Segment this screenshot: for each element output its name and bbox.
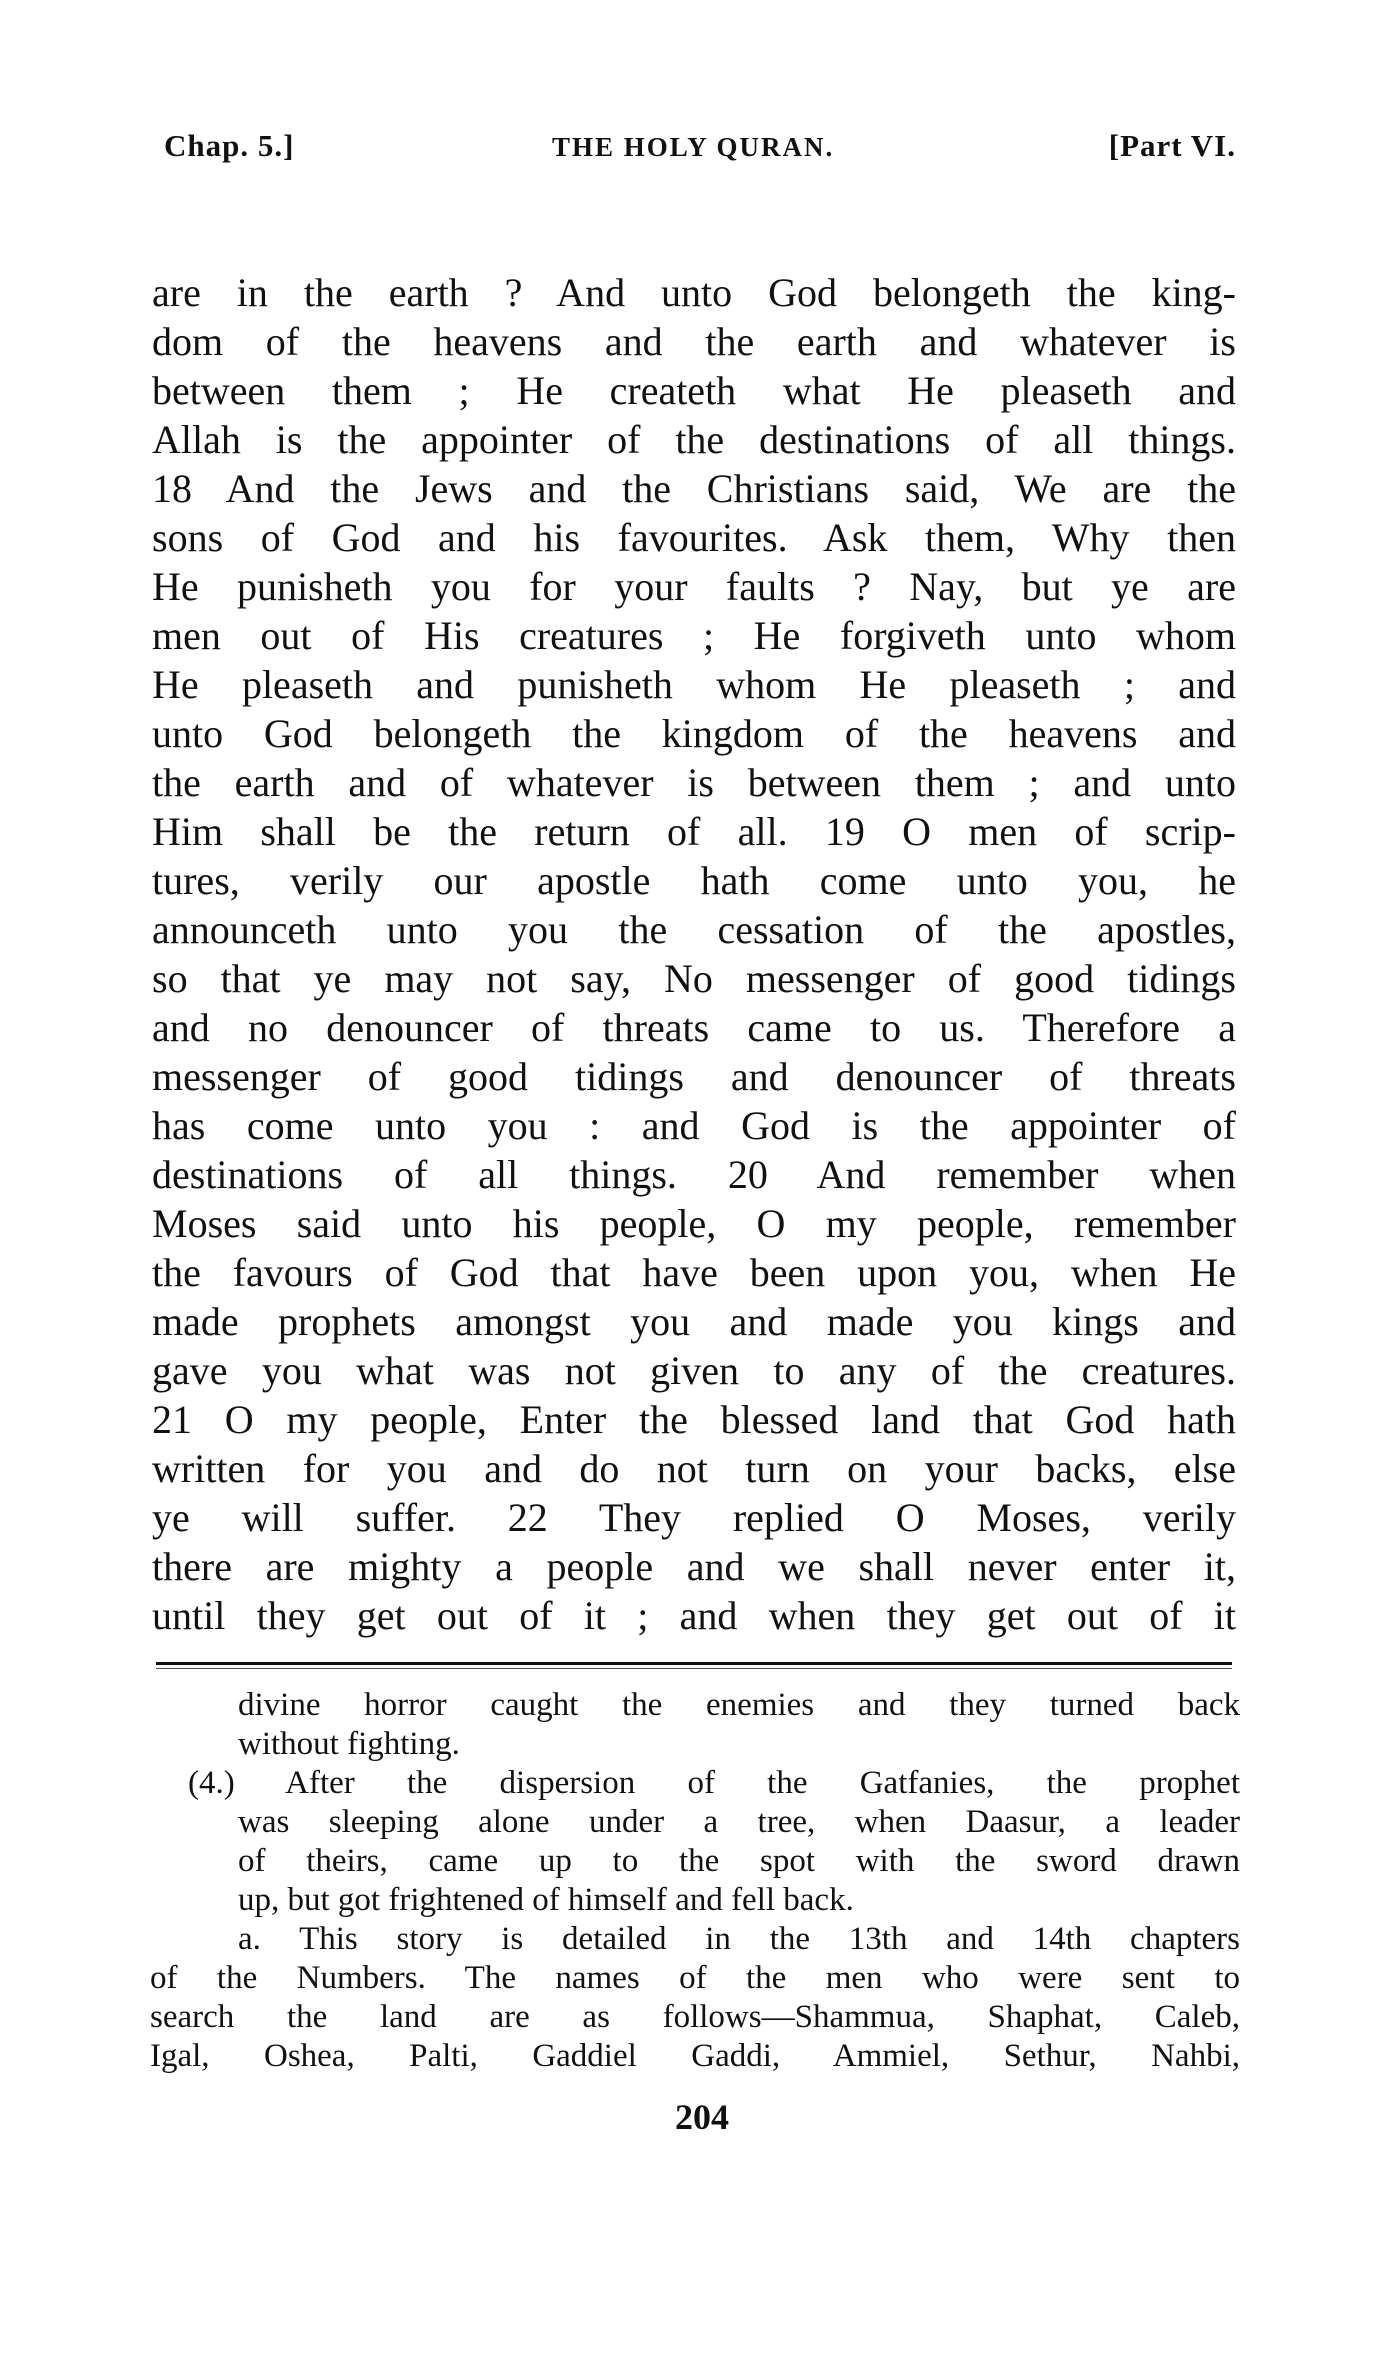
- text-line: the favours of God that have been upon you, when He: [152, 1250, 1236, 1295]
- text-line: dom of the heavens and the earth and whatever is: [152, 319, 1236, 364]
- main-text: [152, 268, 1236, 1640]
- footnote-line: was sleeping alone under a tree, when Daasur, a leader: [238, 1804, 1240, 1840]
- footnote-line: of theirs, came up to the spot with the sword drawn: [238, 1843, 1240, 1879]
- text-line: between them ; He createth what He pleaseth and: [152, 368, 1236, 413]
- text-line: men out of His creatures ; He forgiveth unto whom: [152, 613, 1236, 658]
- text-line: made prophets amongst you and made you kings and: [152, 1299, 1236, 1344]
- text-line: unto God belongeth the kingdom of the heavens and: [152, 711, 1236, 756]
- text-line: gave you what was not given to any of the creatures.: [152, 1348, 1236, 1393]
- text-line: ye will suffer. 22 They replied O Moses, verily: [152, 1495, 1236, 1540]
- text-line: 21 O my people, Enter the blessed land that God hath: [152, 1397, 1236, 1442]
- text-line: 18 And the Jews and the Christians said, We are the: [152, 466, 1236, 511]
- footnote-line: a. This story is detailed in the 13th and 14th chapters: [238, 1921, 1240, 1957]
- text-line: and no denouncer of threats came to us. Therefore a: [152, 1005, 1236, 1050]
- text-line: Allah is the appointer of the destinations of all things.: [152, 417, 1236, 462]
- part-label: [Part VI.: [1108, 128, 1236, 163]
- text-line: Him shall be the return of all. 19 O men of scrip-: [152, 809, 1236, 854]
- text-line: until they get out of it ; and when they get out of it: [152, 1593, 1236, 1638]
- page-number: 204: [675, 2097, 729, 2137]
- chapter-label: Chap. 5.]: [164, 128, 295, 163]
- footnote-line: without fighting.: [238, 1726, 460, 1762]
- text-line: written for you and do not turn on your backs, else: [152, 1446, 1236, 1491]
- footnotes: [150, 1686, 1240, 2076]
- book-title: THE HOLY QURAN.: [552, 132, 835, 162]
- footnote-line: divine horror caught the enemies and they turned back: [238, 1687, 1240, 1723]
- footnote-line: Igal, Oshea, Palti, Gaddiel Gaddi, Ammiel, Sethur, Nahbi,: [150, 2038, 1240, 2074]
- text-line: He punisheth you for your faults ? Nay, but ye are: [152, 564, 1236, 609]
- text-line: so that ye may not say, No messenger of good tidings: [152, 956, 1236, 1001]
- text-line: sons of God and his favourites. Ask them, Why then: [152, 515, 1236, 560]
- footnote-rule: [156, 1662, 1232, 1665]
- footnote-rule-thin: [156, 1668, 1232, 1669]
- text-line: are in the earth ? And unto God belongeth the king-: [152, 270, 1236, 315]
- text-line: messenger of good tidings and denouncer of threats: [152, 1054, 1236, 1099]
- footnote-line: (4.) After the dispersion of the Gatfanies, the prophet: [188, 1765, 1240, 1801]
- text-line: has come unto you : and God is the appointer of: [152, 1103, 1236, 1148]
- running-header: [164, 128, 1236, 168]
- footnote-line: up, but got frightened of himself and fell back.: [238, 1882, 854, 1918]
- text-line: there are mighty a people and we shall never enter it,: [152, 1544, 1236, 1589]
- footnote-line: search the land are as follows—Shammua, Shaphat, Caleb,: [150, 1999, 1240, 2035]
- text-line: destinations of all things. 20 And remember when: [152, 1152, 1236, 1197]
- text-line: He pleaseth and punisheth whom He pleaseth ; and: [152, 662, 1236, 707]
- text-line: Moses said unto his people, O my people, remember: [152, 1201, 1236, 1246]
- text-line: tures, verily our apostle hath come unto you, he: [152, 858, 1236, 903]
- text-line: the earth and of whatever is between them ; and unto: [152, 760, 1236, 805]
- footnote-line: of the Numbers. The names of the men who were sent to: [150, 1960, 1240, 1996]
- text-line: announceth unto you the cessation of the apostles,: [152, 907, 1236, 952]
